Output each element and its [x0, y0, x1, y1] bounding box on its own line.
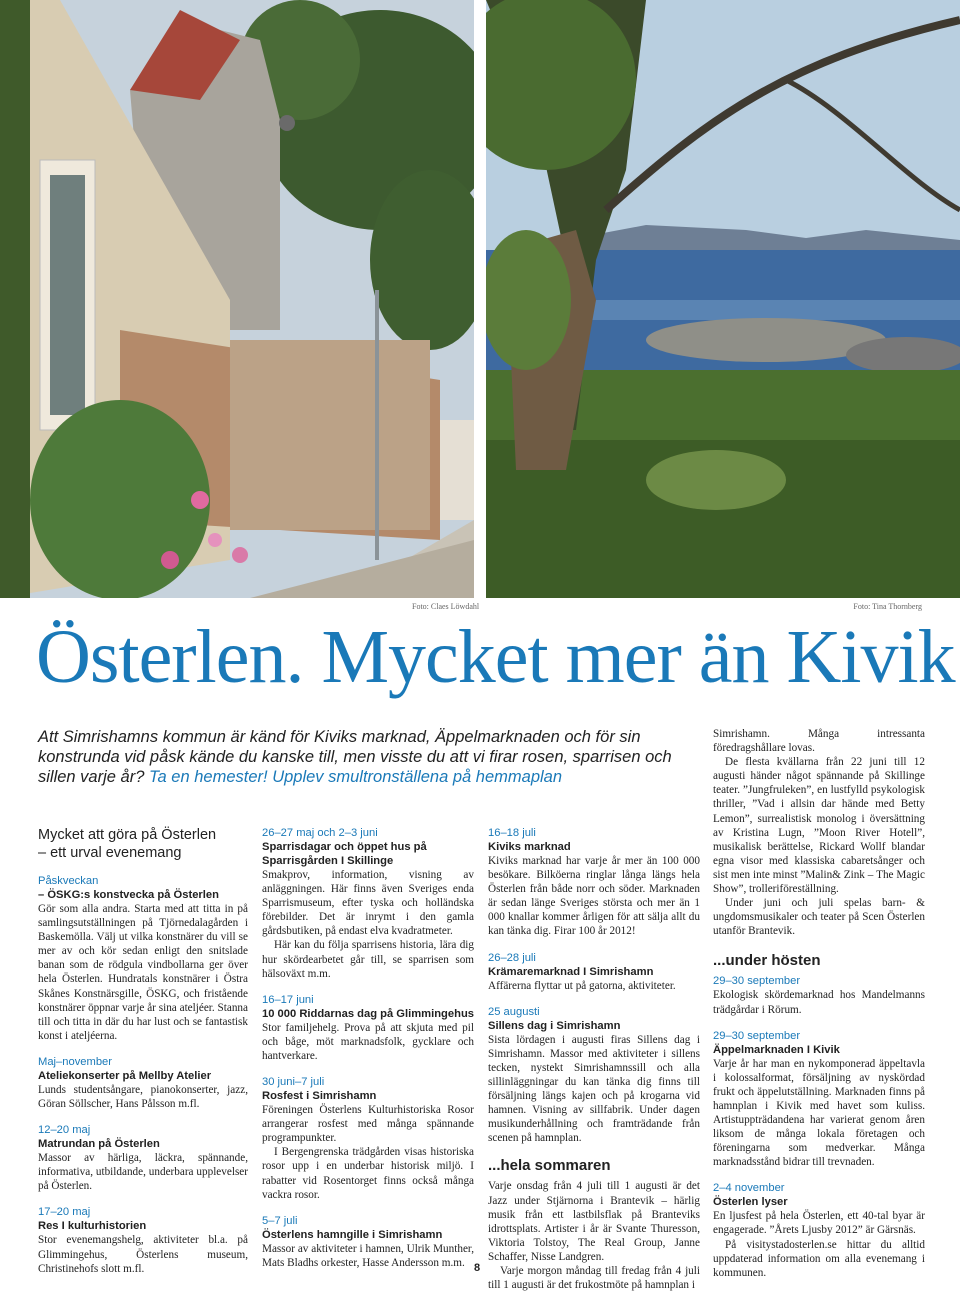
event-paskveckan: [38, 874, 248, 1043]
event-title: Sillens dag i Simrishamn: [488, 1019, 621, 1032]
section-title-line2: – ett urval evenemang: [38, 845, 182, 861]
event-hamngille: [262, 1214, 474, 1270]
event-date: 26–28 juli: [488, 951, 536, 964]
event-date: 16–18 juli: [488, 827, 536, 839]
intro-main: Att Simrishamns kommun är känd för Kiviks marknad, Äppelmarknaden och för sin konstrunda vid påsk kände du kanske till, men visste du att vi firar rosen, sparrisen och sillen varje år?: [38, 728, 672, 786]
event-date: 26–27 maj och 2–3 juni: [262, 827, 378, 839]
event-body-2: Varje morgon måndag till fredag från 4 juli till 1 augusti är det frukostmöte på hamnplan i: [488, 1264, 700, 1292]
subheading: ...under hösten: [713, 952, 821, 970]
event-date: 29–30 september: [713, 1029, 801, 1042]
event-body-2: I Bergengrenska trädgården visas historiska rosor upp i en underbar historisk miljö. I rabatter vid Rosentorget finns också många vackra rosor.: [262, 1146, 474, 1201]
event-date: Påskveckan: [38, 875, 99, 887]
event-rosfest: [262, 1075, 474, 1202]
subheading: ...hela sommaren: [488, 1157, 611, 1175]
event-body: Varje år har man en nykomponerad äppeltavla i kolossalformat, försäljning av nyskördad frukt och äppelutställning. Marknaden finns på hamnplan i Kivik med havet som kuliss. Artistuppträdandena har varierat genom åren liksom de många lokala företagen och föreningarna som medverkar. Många marknadsstånd bidrar till trevnaden.: [713, 1057, 925, 1169]
event-title: Österlens hamngille i Simrishamn: [262, 1228, 443, 1241]
event-body: Varje onsdag från 4 juli till 1 augusti är det Jazz under Stjärnorna i Brantevik – härlig musik från ett lastbilsflak på Branteviks idrottsplats. Artister i år är Svante Thuresson, Viktoria Tolstoy, The Real Group, Janne Schaffer, Nisse Landgren.: [488, 1180, 700, 1263]
event-title: Matrundan på Österlen: [38, 1138, 160, 1151]
event-body-2: På visitystadosterlen.se hittar du alltid uppdaterad information om alla evenemang i kommunen.: [713, 1238, 925, 1279]
event-title: Ateliekonserter på Mellby Atelier: [38, 1069, 212, 1082]
event-kiviks-marknad: [488, 826, 700, 939]
column-1: [38, 826, 248, 1288]
event-title: Kiviks marknad: [488, 841, 571, 853]
event-date: Maj–november: [38, 1055, 112, 1068]
brantevik-text: Under juni och juli spelas barn- & ungdomsmusikaler och teater på Scen Österlen utanför Brantevik.: [713, 897, 925, 938]
intro: [38, 727, 678, 787]
event-date: 12–20 maj: [38, 1124, 91, 1137]
event-skordemarknad: [713, 974, 925, 1016]
event-kulturhistorien: [38, 1205, 248, 1275]
event-sillens-dag: [488, 1005, 700, 1146]
event-title: Krämaremarknad I Simrishamn: [488, 965, 654, 978]
event-body-2: Här kan du följa sparrisens historia, lära dig hur skördearbetet går till, se sparrisen som hälsoväxt m.m.: [262, 939, 474, 980]
skillinge-teater-text: De flesta kvällarna från 22 juni till 12 augusti händer något spännande på Skillinge teater. ”Jungfruleken”, en lustfylld psykologisk thriller, ”Vad i allsin dar hände med Betty Lemon”, surrealistisk monolog i översättning av Kristina Lugn, ”Moon River Hotell”, musikalisk berättelse, Rickard Wollf blandar egna visor med klassiska cabaretsånger och sist men inte minst ”Malin& Zink – The Magic Show”, trolleriföreställning.: [713, 756, 925, 896]
column-2: [262, 826, 474, 1282]
event-body: Stor familjehelg. Prova på att skjuta med pil och båge, möt marknadsfolk, gycklare och hantverkare.: [262, 1021, 474, 1062]
event-title: Österlen lyser: [713, 1196, 788, 1209]
event-title: Äppelmarknaden I Kivik: [713, 1043, 840, 1056]
continued-text: Simrishamn. Många intressanta föredragshållare lovas.: [713, 728, 925, 755]
event-osterlen-lyser: [713, 1181, 925, 1279]
event-title: Sparrisdagar och öppet hus på Sparrisgården I Skillinge: [262, 841, 427, 867]
event-matrundan: [38, 1123, 248, 1193]
event-riddarnas-dag: [262, 993, 474, 1063]
photo-seaside: [486, 0, 960, 598]
event-title: Rosfest i Simrishamn: [262, 1090, 377, 1103]
event-body: Gör som alla andra. Starta med att titta in på samlingsutställningen på Tjörnedalagården i Baskemölla. Välj ut vilka konstnärer du vill se mer av och kör sedan enligt den snitslade banan som de rödgula vindbollarna ger över hela Österlen. Hundratals konstnärer i Östra Skånes Konstnärsgille, ÖSKG, och fristående konstnärer öppnar varje år sina ateljéer. Stanna till och titta in där du har lust och se fantastisk konst i ateljéerna.: [38, 903, 248, 1042]
event-date: 29–30 september: [713, 975, 801, 988]
event-date: 25 augusti: [488, 1005, 540, 1018]
event-title: – ÖSKG:s konstvecka på Österlen: [38, 889, 219, 901]
photo-street: [0, 0, 474, 598]
section-title-line1: Mycket att göra på Österlen: [38, 827, 217, 843]
event-date: 30 juni–7 juli: [262, 1076, 325, 1089]
section-title: [38, 826, 248, 862]
event-body: Affärerna flyttar ut på gatorna, aktiviteter.: [488, 979, 676, 992]
page-number: 8: [474, 1262, 481, 1274]
event-kramaremarknad: [488, 951, 700, 993]
event-body: Massor av härliga, läckra, spännande, informativa, utbildande, underbara upplevelser på Österlen.: [38, 1152, 248, 1193]
event-date: 5–7 juli: [262, 1214, 298, 1227]
event-date: 17–20 maj: [38, 1206, 91, 1219]
event-body: Stor evenemangshelg, aktiviteter bl.a. på Glimmingehus, Österlens museum, Christinehofs slott m.fl.: [38, 1234, 248, 1275]
event-body: Massor av aktiviteter i hamnen, Ulrik Munther, Mats Bladhs orkester, Hasse Andersson m.m.: [262, 1242, 474, 1269]
headline: Österlen. Mycket mer än Kivik: [36, 615, 955, 699]
event-body: Kiviks marknad har varje år mer än 100 000 besökare. Bilköerna ringlar långa längs hela Österlen från både norr och söder. Marknaden är sedan länge Sveriges största och mer än 1 000 knallar kommer årligen för att sälja allt du kan tänka dig. Firar 100 år 2012!: [488, 855, 700, 938]
event-appelmarknaden: [713, 1029, 925, 1170]
event-body: Sista lördagen i augusti firas Sillens dag i Simrishamn. Massor med aktiviteter i sillens tecken, nystekt Simrishamnssill och alla sillinläggningar du kan tänka dig finns till försäljning längs kajen och på krogarna vid hamnen. Visning av sillfabrik. Under dagen musikunderhållning och framträdande från scenen på hamnplan.: [488, 1033, 700, 1145]
photo-credit-left: Foto: Claes Löwdahl: [412, 602, 480, 611]
event-date: 16–17 juni: [262, 993, 314, 1006]
event-mellby: [38, 1055, 248, 1111]
column-3: [488, 826, 700, 1304]
event-body: En ljusfest på hela Österlen, ett 40-tal byar är engagerade. ”Årets Ljusby 2012” är Gärsnäs.: [713, 1210, 925, 1237]
event-body: Smakprov, information, visning av anläggningen. Här finns även Sveriges enda Sparrismuseum, efter tyska och holländska förebilder. Det är inrymt i den gamla gårdsbutiken, på endast elva kvadratmeter.: [262, 869, 474, 938]
photo-credit-right: Foto: Tina Thornberg: [853, 602, 922, 611]
intro-cta: Ta en hemester! Upplev smultronställena på hemmaplan: [148, 768, 563, 786]
event-body: Ekologisk skördemarknad hos Mandelmanns trädgårdar i Rörum.: [713, 989, 925, 1016]
event-title: 10 000 Riddarnas dag på Glimmingehus: [262, 1007, 475, 1020]
event-title: Res I kulturhistorien: [38, 1220, 147, 1233]
event-sparrisdagar: [262, 826, 474, 981]
event-body: Lunds studentsångare, pianokonserter, jazz, Göran Söllscher, Hans Pålsson m.fl.: [38, 1083, 248, 1111]
event-body: Föreningen Österlens Kulturhistoriska Rosor arrangerar rosfest med många spännande programpunkter.: [262, 1104, 474, 1145]
event-date: 2–4 november: [713, 1182, 785, 1195]
event-hela-sommaren: [488, 1157, 700, 1292]
column-4: [713, 727, 925, 1292]
